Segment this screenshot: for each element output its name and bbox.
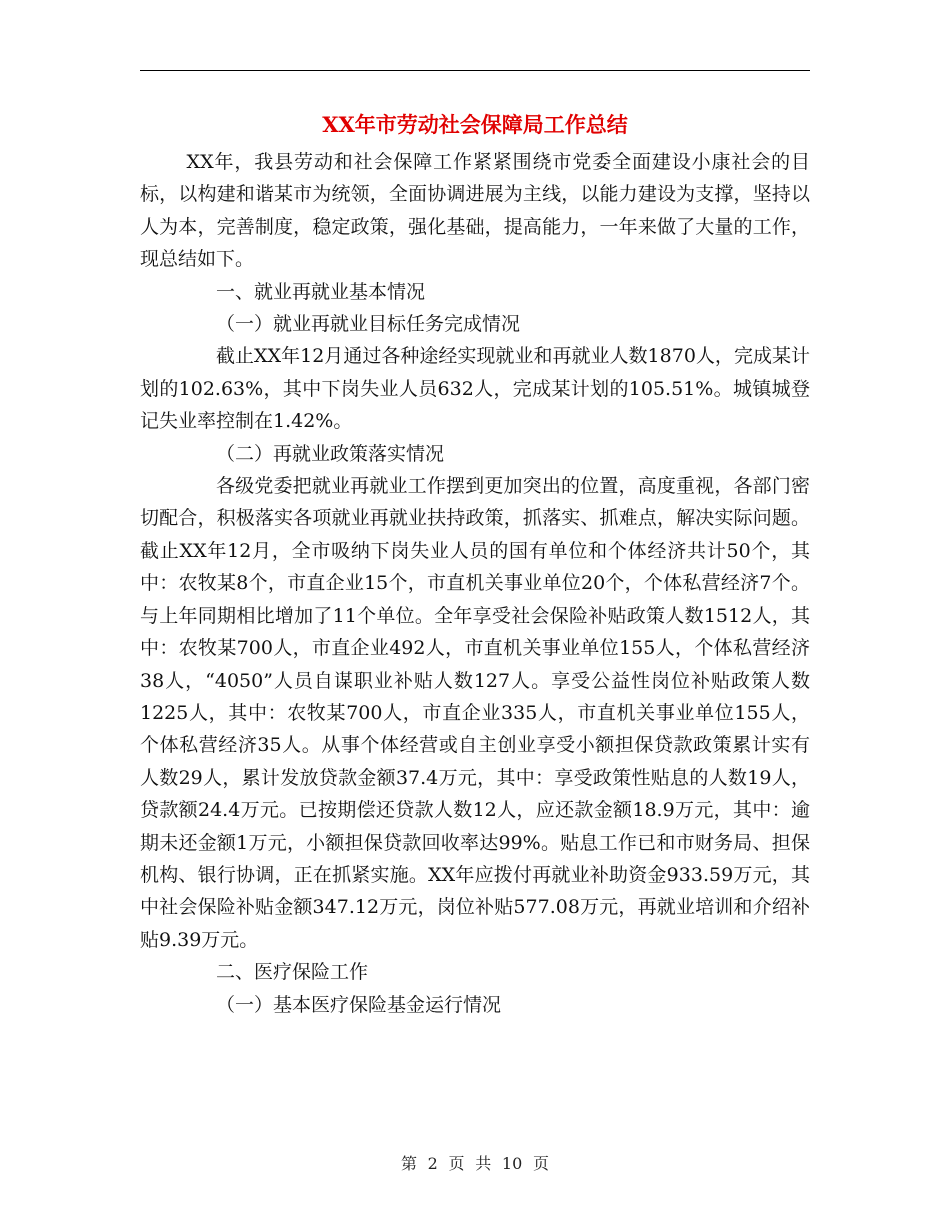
subsection-heading-targets: （一）就业再就业目标任务完成情况 <box>216 313 521 336</box>
intro-paragraph: XX年，我县劳动和社会保障工作紧紧围绕市党委全面建设小康社会的目标，以构建和谐某市为统领，全面协调进展为主线，以能力建设为支撑，坚持以人为本，完善制度，稳定政策，强化基础，提高能力，一年来做了大量的工作，现总结如下。 <box>140 151 810 271</box>
subsection-heading-policy: （二）再就业政策落实情况 <box>216 442 445 465</box>
document-title: XX年市劳动社会保障局工作总结 <box>322 112 628 137</box>
header-rule <box>140 70 810 71</box>
document-body <box>140 146 810 1021</box>
section-heading-employment: 一、就业再就业基本情况 <box>216 280 426 303</box>
subsection-heading-fund: （一）基本医疗保险基金运行情况 <box>216 993 502 1016</box>
page-number: 第 2 页 共 10 页 <box>401 1154 549 1173</box>
policy-paragraph: 各级党委把就业再就业工作摆到更加突出的位置，高度重视，各部门密切配合，积极落实各项就业再就业扶持政策，抓落实、抓难点，解决实际问题。截止XX年12月，全市吸纳下岗失业人员的国有单位和个体经济共计50个，其中：农牧某8个，市直企业15个，市直机关事业单位20个，个体私营经济7个。与上年同期相比增加了11个单位。全年享受社会保险补贴政策人数1512人，其中：农牧某700人，市直企业492人，市直机关事业单位155人，个体私营经济38人，“4050”人员自谋职业补贴人数127人。享受公益性岗位补贴政策人数1225人，其中：农牧某700人，市直企业335人，市直机关事业单位155人，个体私营经济35人。从事个体经营或自主创业享受小额担保贷款政策累计实有人数29人，累计发放贷款金额37.4万元，其中：享受政策性贴息的人数19人，贷款额24.4万元。已按期偿还贷款人数12人，应还款金额18.9万元，其中：逾期未还金额1万元，小额担保贷款回收率达99%。贴息工作已和市财务局、担保机构、银行协调，正在抓紧实施。XX年应拨付再就业补助资金933.59万元，其中社会保险补贴金额347.12万元，岗位补贴577.08万元，再就业培训和介绍补贴9.39万元。 <box>140 475 810 951</box>
section-heading-medical: 二、医疗保险工作 <box>216 961 369 984</box>
targets-paragraph: 截止XX年12月通过各种途经实现就业和再就业人数1870人，完成某计划的102.63%，其中下岗失业人员632人，完成某计划的105.51%。城镇城登记失业率控制在1.42%。 <box>140 345 810 433</box>
